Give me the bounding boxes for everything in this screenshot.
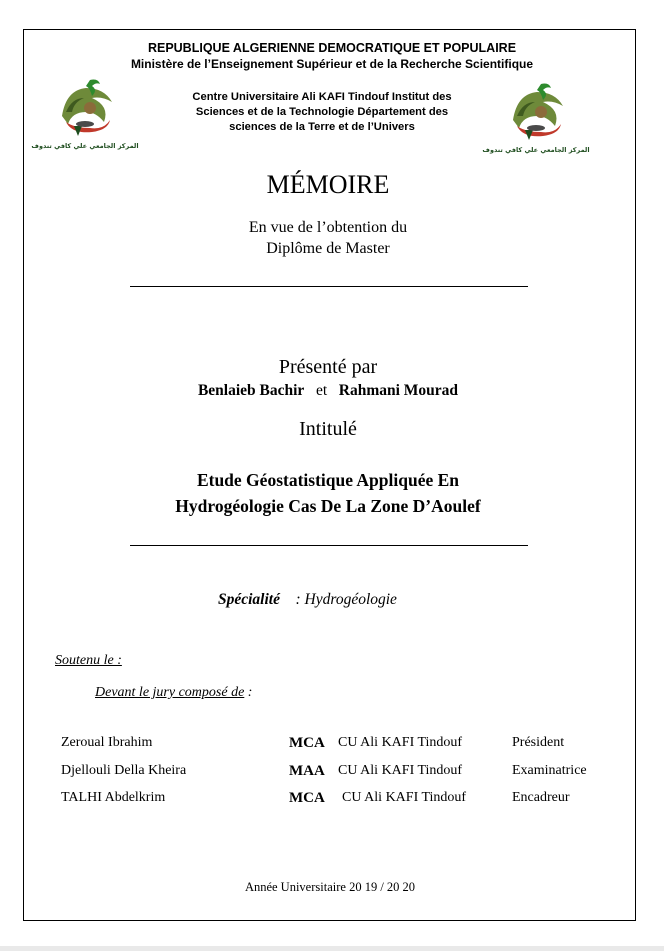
university-emblem-icon bbox=[31, 72, 139, 152]
subtitle-line: Diplôme de Master bbox=[266, 240, 390, 257]
jury-row bbox=[0, 790, 664, 810]
thesis-title-line: Hydrogéologie Cas De La Zone D’Aoulef bbox=[175, 496, 481, 516]
jury-role: Examinatrice bbox=[512, 763, 587, 778]
thesis-title-line: Etude Géostatistique Appliquée En bbox=[196, 470, 460, 490]
jury-intro-suffix: : bbox=[244, 685, 253, 700]
jury-name: Djellouli Della Kheira bbox=[61, 763, 187, 778]
defense-date-label: Soutenu le : bbox=[55, 653, 122, 668]
university-logo-right bbox=[482, 76, 590, 156]
university-emblem-icon bbox=[482, 76, 590, 156]
ministry-header: Ministère de l’Enseignement Supérieur et de la Recherche Scientifique bbox=[130, 57, 534, 71]
jury-institution: CU Ali KAFI Tindouf bbox=[338, 735, 463, 750]
logo-caption: المركز الجامعي علي كافي تندوف bbox=[31, 142, 139, 150]
jury-row bbox=[0, 763, 664, 783]
university-logo-left bbox=[31, 72, 139, 152]
jury-institution: CU Ali KAFI Tindouf bbox=[338, 763, 463, 778]
academic-year: Année Universitaire 20 19 / 20 20 bbox=[244, 880, 416, 894]
jury-name: Zeroual Ibrahim bbox=[61, 735, 153, 750]
author-connector: et bbox=[315, 382, 328, 399]
institution-block bbox=[170, 90, 474, 135]
jury-grade: MCA bbox=[289, 735, 325, 751]
presented-by-label: Présenté par bbox=[278, 356, 378, 378]
jury-role: Président bbox=[512, 735, 565, 750]
jury-intro-label: Devant le jury composé de bbox=[95, 685, 245, 700]
jury-grade: MCA bbox=[289, 790, 325, 806]
institution-line: Sciences et de la Technologie Département des bbox=[195, 106, 449, 118]
subtitle-line: En vue de l’obtention du bbox=[248, 219, 408, 236]
authors-line bbox=[0, 382, 656, 400]
institution-line: sciences de la Terre et de l’Univers bbox=[229, 121, 415, 133]
specialty-label: Spécialité bbox=[218, 591, 280, 608]
specialty-line bbox=[218, 591, 397, 609]
intitule-label: Intitulé bbox=[299, 418, 357, 440]
author-name: Benlaieb Bachir bbox=[197, 382, 305, 399]
jury-institution: CU Ali KAFI Tindouf bbox=[342, 790, 467, 805]
horizontal-divider bbox=[130, 286, 528, 287]
jury-row bbox=[0, 735, 664, 755]
jury-name: TALHI Abdelkrim bbox=[61, 790, 166, 805]
jury-grade: MAA bbox=[289, 763, 325, 779]
specialty-value: : Hydrogéologie bbox=[295, 591, 397, 608]
jury-role: Encadreur bbox=[512, 790, 570, 805]
republic-header: REPUBLIQUE ALGERIENNE DEMOCRATIQUE ET POPULAIRE bbox=[147, 41, 517, 55]
document-title: MÉMOIRE bbox=[266, 170, 390, 199]
jury-intro bbox=[95, 685, 252, 701]
author-name: Rahmani Mourad bbox=[338, 382, 459, 399]
horizontal-divider bbox=[130, 545, 528, 546]
logo-caption: المركز الجامعي علي كافي تندوف bbox=[482, 146, 590, 154]
institution-line: Centre Universitaire Ali KAFI Tindouf Institut des bbox=[192, 91, 452, 103]
